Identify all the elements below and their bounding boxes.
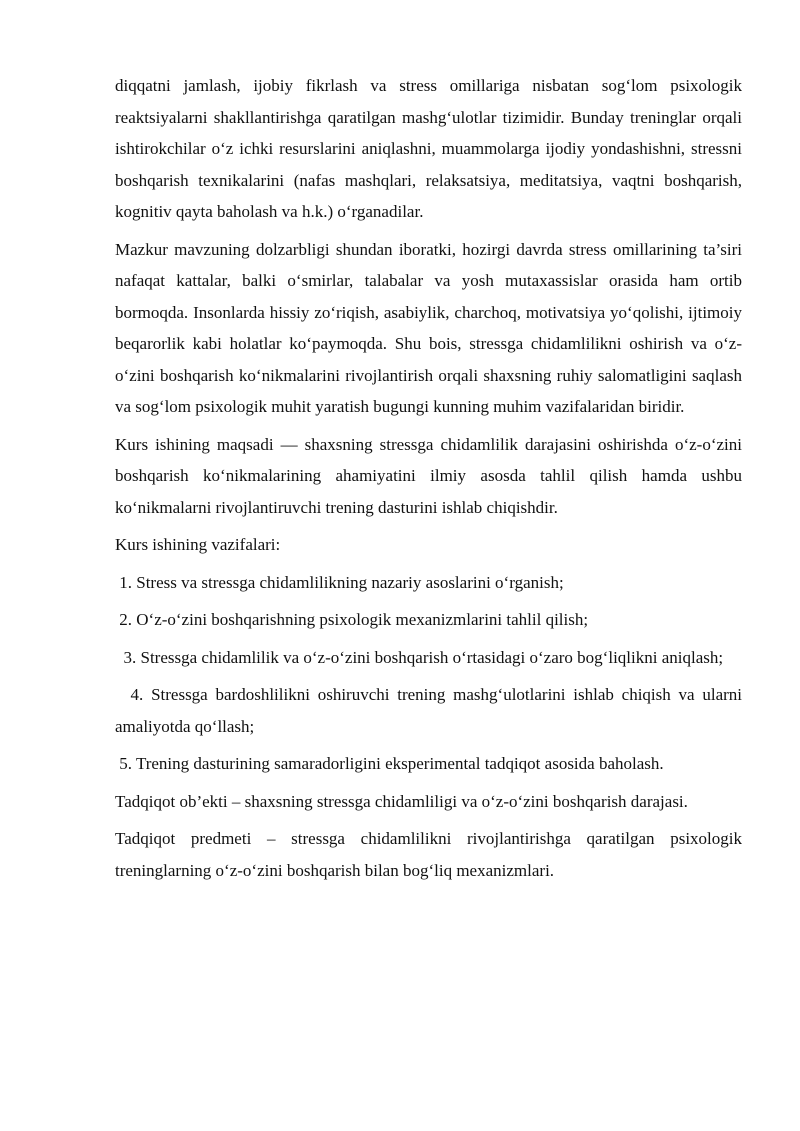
paragraph-training-description: diqqatni jamlash, ijobiy fikrlash va stress omillariga nisbatan sog‘lom psixologik reaktsiyalarni shakllantirishga qaratilgan mashg‘ulotlar tizimidir. Bunday treninglar orqali ishtirokchilar o‘z ichki resurslarini aniqlashni, muammolarga ijodiy yondashishni, stressni boshqarish texnikalarini (nafas mashqlari, relaksatsiya, meditatsiya, vaqtni boshqarish, kognitiv qayta baholash va h.k.) o‘rganadilar. [115,76,742,221]
task-item-2: 2. O‘z-o‘zini boshqarishning psixologik mexanizmlarini tahlil qilish; [115,610,589,629]
paragraph-relevance: Mazkur mavzuning dolzarbligi shundan iboratki, hozirgi davrda stress omillarining ta’siri nafaqat kattalar, balki o‘smirlar, talabalar va yosh mutaxassislar orasida ham ortib bormoqda. Insonlarda hissiy zo‘riqish, asabiylik, charchoq, motivatsiya yo‘qolishi, ijtimoiy beqarorlik kabi holatlar ko‘paymoqda. Shu bois, stressga chidamlilikni oshirish va o‘z-o‘zini boshqarish ko‘nikmalarini rivojlantirish orqali shaxsning ruhiy salomatligini saqlash va sog‘lom psixologik muhit yaratish bugungi kunning muhim vazifalaridan biridir. [115,239,742,416]
research-subject: Tadqiqot predmeti – stressga chidamlilikni rivojlantirishga qaratilgan psixologik treninglarning o‘z-o‘zini boshqarish bilan bog‘liq mexanizmlari. [115,829,742,880]
task-item-5: 5. Trening dasturining samaradorligini eksperimental tadqiqot asosida baholash. [115,754,664,773]
paragraph-goal: Kurs ishining maqsadi — shaxsning stressga chidamlilik darajasini oshirishda o‘z-o‘zini boshqarish ko‘nikmalarining ahamiyatini ilmiy asosda tahlil qilish hamda ushbu ko‘nikmalarni rivojlantiruvchi trening dasturini ishlab chiqishdir. [115,434,742,517]
task-item-4: 4. Stressga bardoshlilikni oshiruvchi trening mashg‘ulotlarini ishlab chiqish va ularni amaliyotda qo‘llash; [115,685,747,736]
task-item-1: 1. Stress va stressga chidamlilikning nazariy asoslarini o‘rganish; [115,572,564,592]
task-item-3: 3. Stressga chidamlilik va o‘z-o‘zini boshqarish o‘rtasidagi o‘zaro bog‘liqlikni aniqlash; [115,647,724,667]
tasks-heading: Kurs ishining vazifalari: [115,535,281,554]
document-page [115,70,747,892]
research-object: Tadqiqot ob’ekti – shaxsning stressga chidamliligi va o‘z-o‘zini boshqarish darajasi. [115,791,688,811]
